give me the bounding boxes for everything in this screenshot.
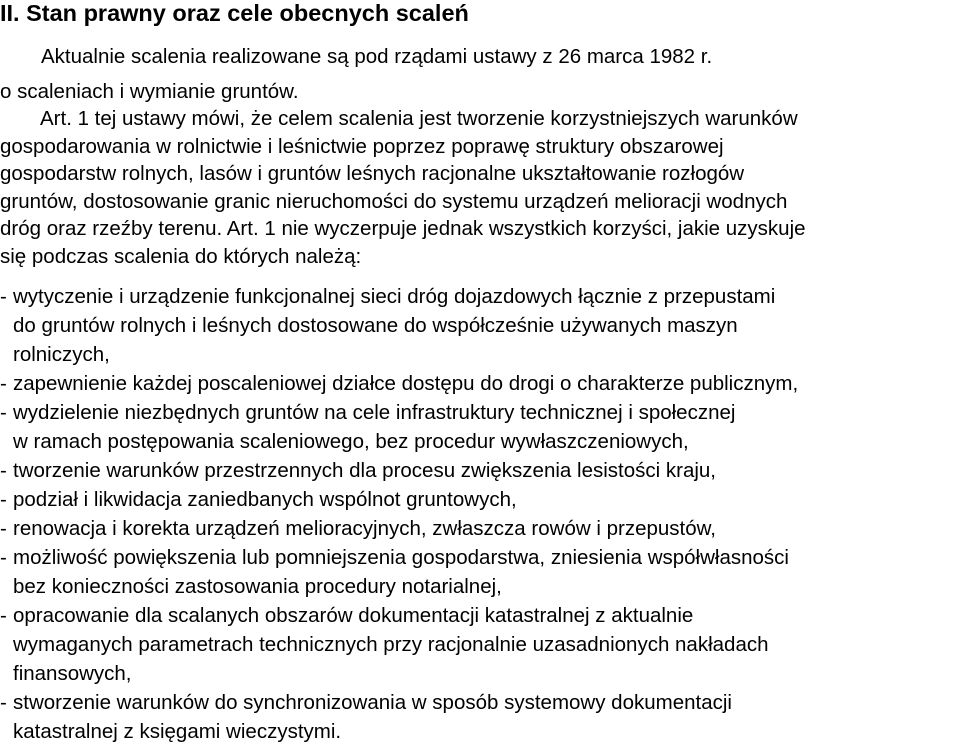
list-item-line: opracowanie dla scalanych obszarów dokumentacji katastralnej z aktualnie	[13, 604, 694, 627]
list-item-line: do gruntów rolnych i leśnych dostosowane do współcześnie używanych maszyn	[13, 314, 738, 337]
list-item-line: zapewnienie każdej poscaleniowej działce dostępu do drogi o charakterze publicznym,	[13, 372, 799, 395]
list-dash: -	[0, 546, 7, 569]
list-item	[0, 398, 735, 456]
intro-line-2: o scaleniach i wymianie gruntów.	[0, 80, 299, 103]
list-item-line: tworzenie warunków przestrzennych dla procesu zwiększenia lesistości kraju,	[13, 459, 716, 482]
article-line: się podczas scalenia do których należą:	[0, 244, 362, 268]
list-item-line: finansowych,	[13, 662, 132, 685]
list-item	[0, 456, 716, 485]
list-item-line: katastralnej z księgami wieczystymi.	[13, 720, 342, 743]
article-paragraph	[0, 105, 960, 270]
list-item	[0, 601, 769, 688]
list-item-line: rolniczych,	[13, 343, 110, 366]
list-item	[0, 282, 775, 369]
list-dash: -	[0, 604, 7, 627]
article-line: Art. 1 tej ustawy mówi, że celem scalenia jest tworzenie korzystniejszych warunków	[40, 107, 798, 130]
list-item-line: stworzenie warunków do synchronizowania w sposób systemowy dokumentacji	[13, 691, 732, 714]
list-item-line: w ramach postępowania scaleniowego, bez procedur wywłaszczeniowych,	[13, 430, 689, 453]
list-item-line: wymaganych parametrach technicznych przy racjonalnie uzasadnionych nakładach	[13, 633, 769, 656]
list-item-line: możliwość powiększenia lub pomniejszenia gospodarstwa, zniesienia współwłasności	[13, 546, 789, 569]
list-item	[0, 688, 732, 746]
list-item-line: wytyczenie i urządzenie funkcjonalnej sieci dróg dojazdowych łącznie z przepustami	[13, 285, 776, 308]
list-dash: -	[0, 285, 7, 308]
list-dash: -	[0, 488, 7, 511]
list-item-line: wydzielenie niezbędnych gruntów na cele infrastruktury technicznej i społecznej	[13, 401, 736, 424]
list-item	[0, 514, 716, 543]
list-item	[0, 485, 517, 514]
article-line: gruntów, dostosowanie granic nieruchomości do systemu urządzeń melioracji wodnych	[0, 189, 788, 213]
list-dash: -	[0, 372, 7, 395]
list-item-line: bez konieczności zastosowania procedury notarialnej,	[13, 575, 502, 598]
intro-line-1: Aktualnie scalenia realizowane są pod rządami ustawy z 26 marca 1982 r.	[41, 45, 713, 68]
article-line: gospodarowania w rolnictwie i leśnictwie poprzez poprawę struktury obszarowej	[0, 134, 724, 158]
article-line: dróg oraz rzeźby terenu. Art. 1 nie wyczerpuje jednak wszystkich korzyści, jakie uzyskuje	[0, 217, 806, 240]
article-line: gospodarstw rolnych, lasów i gruntów leśnych racjonalne ukształtowanie rozłogów	[0, 162, 745, 185]
list-item	[0, 543, 789, 601]
list-item	[0, 369, 798, 398]
section-heading: II. Stan prawny oraz cele obecnych scaleń	[0, 0, 469, 26]
list-item-line: podział i likwidacja zaniedbanych wspólnot gruntowych,	[13, 488, 517, 511]
list-item-line: renowacja i korekta urządzeń melioracyjnych, zwłaszcza rowów i przepustów,	[13, 517, 716, 540]
list-dash: -	[0, 401, 7, 424]
list-dash: -	[0, 517, 7, 540]
list-dash: -	[0, 459, 7, 482]
list-dash: -	[0, 691, 7, 714]
